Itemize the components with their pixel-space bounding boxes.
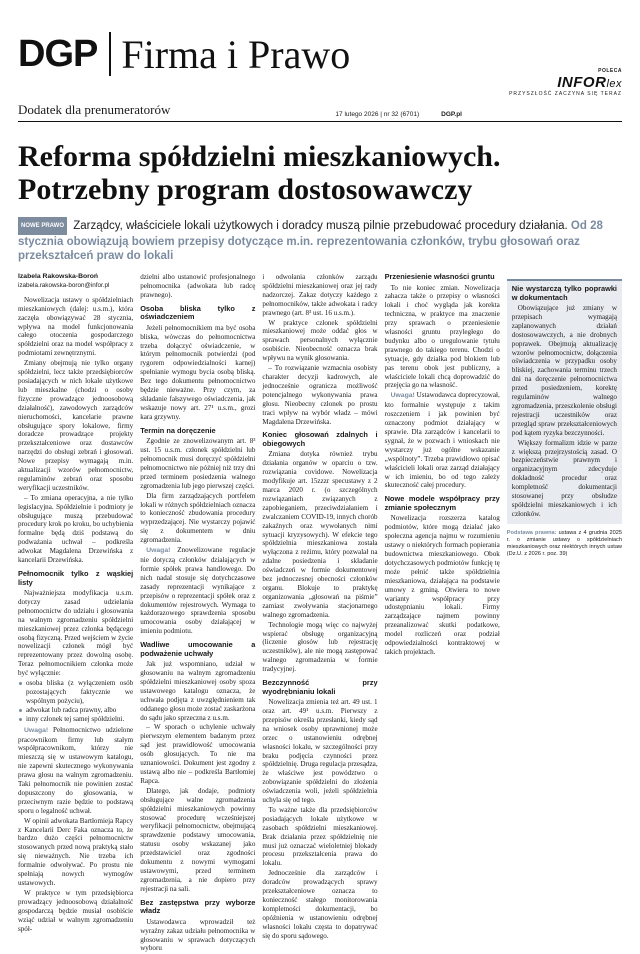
column-1 bbox=[18, 273, 133, 954]
paragraph: Nowelizacja zmienia też art. 49 ust. 1 oraz art. 49¹ u.s.m. Pierwszy z przepisów określa przesłanki, kiedy sąd na wniosek osoby uprawnionej może orzec o ustanowieniu odrębnej własności lokalu, w szczególności przy braku podjęcia czynności przez spółdzielnię. Druga regulacja przesądza, że właściwe jest powództwo o zobowiązanie spółdzielni do złożenia oświadczenia woli, jeżeli spółdzielnia uchyla się od tego. bbox=[262, 698, 378, 805]
paragraph: Technologie mogą więc co najwyżej wspierać obsługę organizacyjną (liczenie głosów lub rejestrację uczestników), ale nie mogą zastępować walnego zgromadzenia w formie tradycyjnej. bbox=[262, 620, 378, 674]
column-2 bbox=[140, 273, 255, 954]
paragraph: Zmiany obejmują nie tylko organy spółdzielni, lecz także przedsiębiorców posiadających w nich lokale użytkowe lub mieszkalne (chodzi o osoby fizyczne prowadzące jednoosobową działalność), zawodowych zarządców nieruchomości, kancelarie prawne obsługujące spory lokalowe, firmy doradcze prowadzące projekty przekształceniowe oraz dostawców narzędzi do obsługi zebrań i głosowań. Nowe przepisy wymagają m.in. aktualizacji wzorów pełnomocnictw, regulaminów zebrań oraz sposobu weryfikacji uczestników. bbox=[18, 359, 134, 492]
list-item: inny członek tej samej spółdzielni. bbox=[18, 715, 133, 724]
column-5 bbox=[507, 273, 622, 954]
category-badge: NOWE PRAWO bbox=[18, 217, 67, 235]
box-heading: Nie wystarczą tylko poprawki w dokumentach bbox=[511, 284, 617, 302]
paragraph: Zmiana dotyka również trybu działania organów w oparciu o tzw. rozwiązania covidowe. Nowelizacja modyfikuje art. 15zzzr specustawy z 2 marca 2020 r. (o szczególnych rozwiązaniach związanych z zapobieganiem, przeciwdziałaniem i zwalczaniem COVID-19, innych chorób zakaźnych oraz wywołanych nimi sytuacji kryzysowych). W efekcie tego spółdzielnia mieszkaniowa została wyłączona z reżimu, który pozwalał na zdalne posiedzenia i składanie oświadczeń w formie dokumentowej bez jednoczesnej obecności członków organu. Blokuje to praktykę organizowania „głosowań na piśmie” zamiast zwoływania stacjonarnego walnego zgromadzenia. bbox=[262, 450, 378, 619]
paragraph: To nie koniec zmian. Nowelizacja zahacza także o przepisy o własności lokali i choć wygląda jak korekta techniczna, w praktyce ma znaczenie przy sprawach o przeniesienie własności gruntu przyległego do budynku albo o uregulowanie tytułu prawnego do takiego terenu. Chodzi o sytuacje, gdy działka pod blokiem lub pas terenu obok jest publiczny, a właściciele lokali chcą doprowadzić do przejęcia go na własność. bbox=[384, 283, 500, 390]
section-heading: Nowe modele współpracy przy zmianie społecznym bbox=[384, 494, 500, 512]
warning-label: Uwaga! bbox=[24, 726, 49, 734]
section-heading: Koniec głosowań zdalnych i obiegowych bbox=[262, 430, 378, 448]
column-4 bbox=[385, 273, 500, 954]
masthead-divider bbox=[109, 32, 111, 76]
list-item: adwokat lub radca prawny, albo bbox=[18, 706, 133, 715]
section-heading: Wadliwe umocowanie a podważenie uchwały bbox=[140, 640, 256, 658]
proxy-list bbox=[18, 679, 133, 724]
masthead bbox=[18, 26, 350, 82]
publisher-tagline: PRZYSZŁOŚĆ ZACZYNA SIĘ TERAZ bbox=[509, 91, 622, 97]
paragraph: Najważniejsza modyfikacja u.s.m. dotyczy zasad udzielania pełnomocnictw do udziału i głosowania na walnym zgromadzeniu spółdzielni mieszkaniowej przez członka będącego osobą fizyczną. Przed wejściem w życie nowelizacji członek mógł być reprezentowany przez dowolną osobę. Teraz pełnomocnikiem członka może być wyłącznie: bbox=[18, 589, 134, 678]
paragraph: Jednocześnie dla zarządców i doradców prowadzących sprawy przekształceniowe oznacza to konieczność stałego monitorowania kompletności dokumentacji, bo opóźnienia w ustanowieniu odrębnej własności lokalu częsta to dopatrywać się do sporu sądowego. bbox=[262, 869, 378, 940]
author-name: Izabela Rakowska-Boroń bbox=[18, 273, 99, 280]
paragraph: Uwaga! Znowelizowane regulacje nie dotyczą członków działających w formie spółek prawa handlowego. Do nich nadal stosuje się dotychczasowe zasady reprezentacji wynikające z przepisów o reprezentacji spółek oraz z dokumentów rejestrowych. Wymaga to każdorazowego sprawdzenia sposobu umocowania osoby działającej w imieniu podmiotu. bbox=[140, 546, 256, 636]
article-body bbox=[18, 272, 622, 953]
legal-basis-label: Podstawa prawna: bbox=[506, 529, 557, 536]
section-heading: Osoba bliska tylko z oświadczeniem bbox=[140, 303, 256, 322]
lead-text: Zarządcy, właściciele lokali użytkowych i doradcy muszą pilnie przebudować procedury działania. bbox=[73, 220, 568, 232]
paragraph: W opinii adwokata Bartłomieja Rapcy z Kancelarii Derc Faka oznacza to, że bardzo dużo części pełnomocnictw stosowanych przed nową praktyką stało się nieważnych. Nie trzeba ich formalnie odwoływać. Po prostu nie spełniają nowych wymogów ustawowych. bbox=[18, 816, 134, 887]
author-email[interactable]: izabela.rakowska-boron@infor.pl bbox=[18, 281, 110, 289]
paragraph: W praktyce w tym przedsiębiorca prowadzący jednoosobową działalność gospodarczą będzie musiał osobiście wziąć udział w walnym zgromadzeniu spół- bbox=[18, 888, 134, 933]
paragraph: – W sporach o uchylenie uchwały pierwszym elementem badanym przez sąd jest prawidłowość umocowania osób głosujących. To nie ma uznaniowości. Dokument jest zgodny z ustawą albo nie – podkreśla Bartłomiej Rapca. bbox=[140, 723, 256, 785]
brand-logo[interactable]: DGP bbox=[18, 32, 98, 75]
legal-basis bbox=[507, 530, 622, 558]
column-3 bbox=[262, 273, 377, 954]
section-heading: Pełnomocnik tylko z wąskiej listy bbox=[18, 569, 134, 587]
subhead-bar bbox=[18, 104, 622, 122]
summary-box bbox=[507, 279, 622, 524]
section-heading: Przeniesienie własności gruntu bbox=[384, 272, 495, 281]
paragraph: Nowelizacja rozszerza katalog podmiotów, które mogą działać jako społeczna agencja najmu w rozumieniu ustawy o niektórych formach popierania budownictwa mieszkaniowego. Obok dotychczasowych podmiotów funkcję tę może pełnić także spółdzielnia mieszkaniowa, działająca na podstawie umowy z gminą. Otwiera to nowe warianty współpracy przy udostępnianiu lokali. Firmy zarządzające najmem powinny przeanalizować skutki podatkowe, model rozliczeń oraz podział odpowiedzialności kontraktowej w takich projektach. bbox=[384, 514, 500, 656]
paragraph: Uwaga! Ustawodawca doprecyzował, kto formalnie występuje z takim roszczeniem i jak powinien być oznaczony podmiot działający w sprawie. Dla zarządców i kancelarii to sygnał, że w pozwach i wnioskach nie wystarczy już ogólne wskazanie „wspólnoty”. Trzeba prawidłowo opisać właścicieli lokali oraz zarząd działający w ich imieniu, bo od tego zależy skuteczność całej procedury. bbox=[384, 391, 500, 490]
paragraph: Obowiązujące już zmiany w przepisach wymagają zaplanowanych działań dostosowawczych, a nie drobnych poprawek. Obejmują aktualizację wzorów pełnomocnictw, dołączenia oświadczenia w przypadku osoby bliskiej, zachowania terminu trzech dni na doręczenie pełnomocnictwa przed posiedzeniem, korektę regulaminów walnego zgromadzenia, przeszkolenie obsługi rejestracji uczestników oraz przegląd spraw przekształceniowych pod kątem ryzyka bezczynności. bbox=[511, 304, 617, 437]
paragraph: Nowelizacja ustawy o spółdzielniach mieszkaniowych (dalej: u.s.m.), która zaczęła obowiązywać 28 stycznia, wpływa na model funkcjonowania całego otoczenia gospodarczego spółdzielni oraz na model współpracy z podmiotami zewnętrznymi. bbox=[18, 295, 134, 358]
supplement-title: Dodatek dla prenumeratorów bbox=[18, 102, 171, 117]
paragraph: Ustawodawca wprowadził też wyraźny zakaz udziału pełnomocnika w głosowaniu w sprawach dotyczących wyboru bbox=[140, 917, 256, 953]
issue-info: 17 lutego 2026 | nr 32 (6701) bbox=[335, 111, 420, 118]
paragraph: i odwołania członków zarządu spółdzielni mieszkaniowej oraz jej rady nadzorczej. Zakaz dotyczy każdego z pełnomocników, także adwokata i radcy prawnego (art. 8³ ust. 16 u.s.m.). bbox=[262, 273, 378, 317]
paragraph: Dlatego, jak dodaje, podmioty obsługujące walne zgromadzenia spółdzielni mieszkaniowych powinny stosować procedurę wcześniejszej weryfikacji pełnomocnictw, obejmującą sprawdzenie podstawy umocowania, statusu osoby wskazanej jako przedstawiciel oraz zgodności dokumentu z nowymi wymogami ustawowymi, przed terminem zgromadzenia, a nie dopiero przy rejestracji na sali. bbox=[140, 786, 256, 893]
paragraph: Większy formalizm idzie w parze z większą przejrzystością zasad. O bezpieczeństwie prawnym i organizacyjnym zdecyduje dokładność procedur oraz kompletność dokumentacji stosowanej przy obsłudze spółdzielni mieszkaniowych i ich członków. bbox=[511, 438, 617, 518]
site-link[interactable]: DGP.pl bbox=[441, 111, 462, 118]
paragraph: To ważne także dla przedsiębiorców posiadających lokale użytkowe w zasobach spółdzielni mieszkaniowej. Brak działania przez spółdzielnię nie musi już oznaczać wieloletniej blokady procesu przekształcenia prawa do lokalu. bbox=[262, 805, 378, 868]
warning-label: Uwaga! bbox=[390, 392, 415, 400]
publisher-label: POLECA bbox=[598, 68, 622, 74]
paragraph: – To rozwiązanie wzmacnia osobisty charakter decyzji kadrowych, ale jednocześnie ogranicza możliwość potencjalnego wykonywania prawa głosu. Nieobecny członek po prostu traci wpływ na wybór władz – mówi Magdalena Drzewińska. bbox=[262, 364, 378, 426]
paragraph: Uwaga! Pełnomocnictwo udzielone pracownikom firmy lub stałym współpracownikom, którzy nie mieszczą się w ustawowym katalogu, nie zapewni skutecznego wykonywania prawa głosu na walnym zgromadzeniu. Taki pełnomocnik nie powinien zostać dopuszczony do głosowania, w przeciwnym razie będzie to podstawą sporu o legalność uchwał. bbox=[18, 725, 134, 815]
legal-basis-text: ustawa z 4 grudnia 2025 r. o zmianie ustawy o spółdzielniach mieszkaniowych oraz niektórych innych ustaw (Dz.U. z 2026 r. poz. 39) bbox=[506, 529, 622, 557]
paragraph: Dla firm zarządzających portfelem lokali w różnych spółdzielniach oznacza to konieczność zbudowania procedury wyprzedzającej. Nie wystarczy pojawić się z dokumentem w dniu zgromadzenia. bbox=[140, 491, 256, 545]
section-heading: Bez zastępstwa przy wyborze władz bbox=[140, 897, 256, 916]
paragraph: Jak już wspomniano, udział w głosowaniu na walnym zgromadzeniu spółdzielni mieszkaniowej osoby spoza ustawowego katalogu oznacza, że uchwała podjęta z uwzględnieniem tak oddanego głosu może zostać zaskarżona do sądu jako sprzeczna z u.s.m. bbox=[140, 660, 256, 722]
infor-logo: INFORlex bbox=[557, 74, 622, 91]
publisher-logo[interactable] bbox=[509, 68, 622, 97]
paragraph: W praktyce członek spółdzielni mieszkaniowej może oddać głos w sprawach personalnych wyłącznie osobiście. Nieobecność oznacza brak wpływu na wynik głosowania. bbox=[262, 318, 378, 363]
section-title: Firma i Prawo bbox=[121, 31, 351, 77]
warning-label: Uwaga! bbox=[146, 547, 171, 555]
article-headline: Reforma spółdzielni mieszkaniowych. Potrzebny program dostosowawczy bbox=[18, 140, 501, 206]
section-heading: Bezczynność przy wyodrębnianiu lokali bbox=[262, 678, 378, 696]
paragraph: – To zmiana operacyjna, a nie tylko legislacyjna. Spółdzielnie i podmioty je obsługujące muszą przebudować procedury krok po kroku, bo uchybienia formalne będą dziś podstawą do podważania uchwał – podkreśla adwokat Magdalena Drzewińska z kancelarii Drzewińska. bbox=[18, 493, 134, 565]
list-item: osoba bliska (z wyłączeniem osób pozostających faktycznie we wspólnym pożyciu), bbox=[18, 679, 133, 706]
lead-accent-text: Od 28 stycznia obowiązują bowiem przepisy dotyczące m.in. reprezentowania członków, trybu głosowań oraz przekształceń praw do lokali bbox=[18, 220, 603, 262]
article-lead bbox=[18, 217, 622, 263]
paragraph: Zgodnie ze znowelizowanym art. 8³ ust. 15 u.s.m. członek spółdzielni lub pełnomocnik musi doręczyć spółdzielni pełnomocnictwo nie później niż trzy dni przed terminem posiedzenia walnego zgromadzenia lub jego pierwszej części. bbox=[140, 437, 256, 490]
paragraph: dzielni albo ustanowić profesjonalnego pełnomocnika (adwokata lub radcę prawnego). bbox=[140, 273, 256, 299]
paragraph: Jeżeli pełnomocnikiem ma być osoba bliska, wówczas do pełnomocnictwa trzeba dołączyć oświadczenie, w którym pełnomocnik potwierdzi (pod rygorem odpowiedzialności karnej) spełnianie wymogu bycia osobą bliską. Bez tego dokumentu pełnomocnictwo będzie nieważne. Przy czym, za składanie fałszywego oświadczenia, jak wskazuje nowy art. 27¹ u.s.m., grozi kara grzywny. bbox=[140, 323, 256, 421]
section-heading: Termin na doręczenie bbox=[140, 425, 216, 435]
